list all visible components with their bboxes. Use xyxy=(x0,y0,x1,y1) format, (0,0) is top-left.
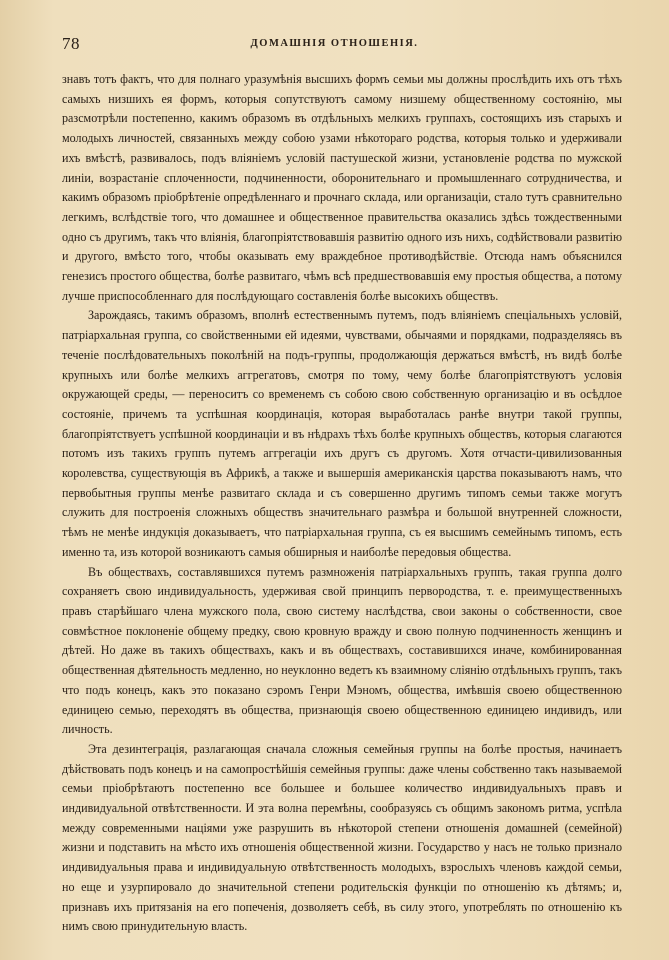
paragraph-1: знавъ тотъ фактъ, что для полнаго уразумѣнія высшихъ формъ семьи мы должны прослѣдить ихъ отъ тѣхъ самыхъ низшихъ ея формъ, которыя сопутствуютъ самому низшему общественному состоянію, мы разсмотрѣли постепенно, какимъ образомъ въ отдѣльныхъ мелкихъ группахъ, состоящихъ изъ старыхъ и молодыхъ личностей, связанныхъ между собою узами нѣкотораго родства, которыя только и удерживали ихъ вмѣстѣ, развивалось, подъ вліяніемъ условій пастушеской жизни, установленіе родства по мужской линіи, возрастаніе сплоченности, подчиненности, оборонительнаго и промышленнаго сотрудничества, и какимъ образомъ пріобрѣтеніе опредѣленнаго и прочнаго склада, или организаціи, стало тутъ сравнительно легкимъ, вслѣдствіе того, что домашнее и общественное правительства оказались здѣсь тождественными одно съ другимъ, такъ что вліянія, благопріятствовавшія развитію одного изъ нихъ, содѣйствовали развитію и другого, вмѣсто того, чтобы оказывать ему враждебное противодѣйствіе. Отсюда намъ объяснился генезисъ простого общества, болѣе развитаго, чѣмъ всѣ предшествовавшія ему простыя общества, а потому лучше приспособленнаго для послѣдующаго составленія болѣе высокихъ обществъ. xyxy=(62,72,622,303)
page-body xyxy=(62,70,622,937)
paragraph-4: Эта дезинтеграція, разлагающая сначала сложныя семейныя группы на болѣе простыя, начинаетъ дѣйствовать подъ конецъ и на самопростѣйшія семейныя группы: даже члены собственно такъ называемой семьи пріобрѣтаютъ постепенно все большее и большее количество индивидуальныхъ правъ и индивидуальной отвѣтственности. И эта волна перемѣны, сообразуясь съ общимъ закономъ ритма, успѣла между современными націями уже разрушить въ нѣкоторой степени отношенія домашней (семейной) жизни и подставить на мѣсто ихъ отношенія общественной жизни. Государство у насъ не только признало индивидуальныя права и индивидуальную отвѣтственность молодыхъ, взрослыхъ членовъ каждой семьи, но еще и узурпировало до значительной степени родительскія функціи по отношенію къ дѣтямъ; и, признавъ ихъ притязанія на его попеченія, дозволяетъ себѣ, въ силу этого, употреблять по отношенію къ нимъ свою принудительную власть. xyxy=(62,741,622,934)
page-number: 78 xyxy=(62,34,80,53)
paragraph-2: Зарождаясь, такимъ образомъ, вполнѣ естественнымъ путемъ, подъ вліяніемъ спеціальныхъ условій, патріархальная группа, со свойственными ей идеями, чувствами, обычаями и порядками, подразделяясь въ теченіе послѣдовательныхъ поколѣній на подъ-группы, продолжающія держаться вмѣстѣ, нъ видѣ болѣе крупныхъ или болѣе мелкихъ аггрегатовъ, смотря по тому, чему болѣе благопріятствуютъ условія окружающей среды, — переноситъ со временемъ съ собою свою собственную организацію и въ осѣдлое состояніе, причемъ та успѣшная координація, которая выработалась ранѣе внутри такой группы, благопріятствуетъ успѣшной координаціи и въ нѣдрахъ тѣхъ болѣе крупныхъ обществъ, которыя слагаются потомъ изъ такихъ группъ путемъ аггрегаціи ихъ другъ съ другомъ. Хотя отчасти-цивилизованныя королевства, существующія въ Африкѣ, а также и вышершія американскія царства показываютъ намъ, что первобытныя группы менѣе развитаго склада и съ совершенно другимъ типомъ семьи также могутъ служить для построенія сложныхъ обществъ значительнаго размѣра и большой внутренней сложности, тѣмъ не менѣе индукція доказываетъ, что патріархальная группа, съ ея высшимъ семейнымъ типомъ, есть именно та, изъ которой возникаютъ самыя обширныя и наиболѣе передовыя общества. xyxy=(62,308,622,559)
paragraph-3: Въ обществахъ, составлявшихся путемъ размноженія патріархальныхъ группъ, такая группа долго сохраняетъ свою индивидуальность, удерживая свой принципъ первородства, т. е. преимущественныхъ правъ старѣйшаго члена мужского пола, свою систему наслѣдства, свои законы о собственности, свое совмѣстное поклоненіе общему предку, свою кровную вражду и свою полную подчиненность женщинъ и дѣтей. Но даже въ такихъ обществахъ, какъ и въ обществахъ, составившихся иначе, комбинированная общественная дѣятельность медленно, но неуклонно ведетъ къ взаимному слiянію отдѣльныхъ группъ, такъ что подъ конецъ, какъ это показано сэромъ Генри Мэномъ, общества, имѣвшія своею общественною единицею семью, переходятъ въ общества, признающія своею общественною единицею индивидъ, или личность. xyxy=(62,564,622,737)
running-head: ДОМАШНІЯ ОТНОШЕНІЯ. xyxy=(250,38,419,49)
page-header xyxy=(62,34,607,56)
